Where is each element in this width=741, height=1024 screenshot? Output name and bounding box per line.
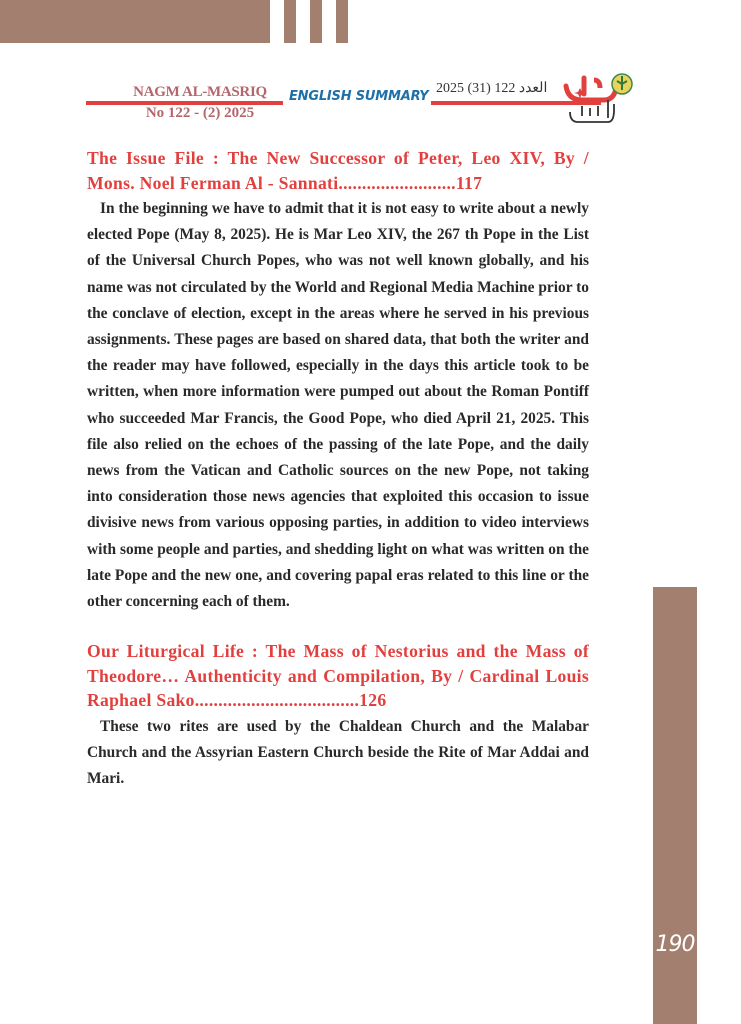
article-title-issue-file: The Issue File : The New Successor of Peter, Leo XIV, By / Mons. Noel Ferman Al - Sannati.........................117 [87, 148, 589, 193]
top-decorative-stripe [336, 0, 348, 43]
magazine-logo-icon [548, 72, 638, 132]
article-summary-issue-file: In the beginning we have to admit that it is not easy to write about a newly elected Pope (May 8, 2025). He is Mar Leo XIV, the 267 th Pope in the List of the Universal Church Popes, who was not well known globally, and his name was not circulated by the World and Regional Media Machine prior to the conclave of election, except in the areas where he served in his previous assignments. These pages are based on shared data, that both the writer and the reader may have followed, especially in the days this article took to be written, when more information were pumped out about the Roman Pontiff who succeeded Mar Francis, the Good Pope, who died April 21, 2025. This file also relied on the echoes of the passing of the late Pope, and the daily news from the Vatican and Catholic sources on the new Pope, not taking into consideration those news agencies that exploited this occasion to issue divisive news from various opposing parties, in addition to video interviews with some people and parties, and shedding light on what was written on the late Pope and the new one, and covering papal eras related to this line or the other concerning each of them. [87, 200, 589, 611]
section-label: ENGLISH SUMMARY [289, 89, 429, 104]
article-title-liturgical-life: Our Liturgical Life : The Mass of Nestorius and the Mass of Theodore… Authenticity and Compilation, By / Cardinal Louis Raphael Sako...................................126 [87, 641, 589, 711]
top-decorative-band [0, 0, 270, 43]
side-decorative-band [653, 587, 697, 1024]
issue-label: No 122 - (2) 2025 [145, 105, 255, 121]
top-decorative-stripe [284, 0, 296, 43]
section-spacer [87, 615, 589, 639]
page-header [86, 81, 646, 144]
page-number: 190 [655, 932, 695, 957]
arabic-issue-label: العدد 122 (31) 2025 [436, 81, 548, 96]
top-decorative-stripe [310, 0, 322, 43]
magazine-name: NAGM AL-MASRIQ [133, 84, 267, 100]
summary-content [87, 146, 589, 792]
article-summary-liturgical-life: These two rites are used by the Chaldean Church and the Malabar Church and the Assyrian Eastern Church beside the Rite of Mar Addai and Mari. [87, 717, 589, 788]
